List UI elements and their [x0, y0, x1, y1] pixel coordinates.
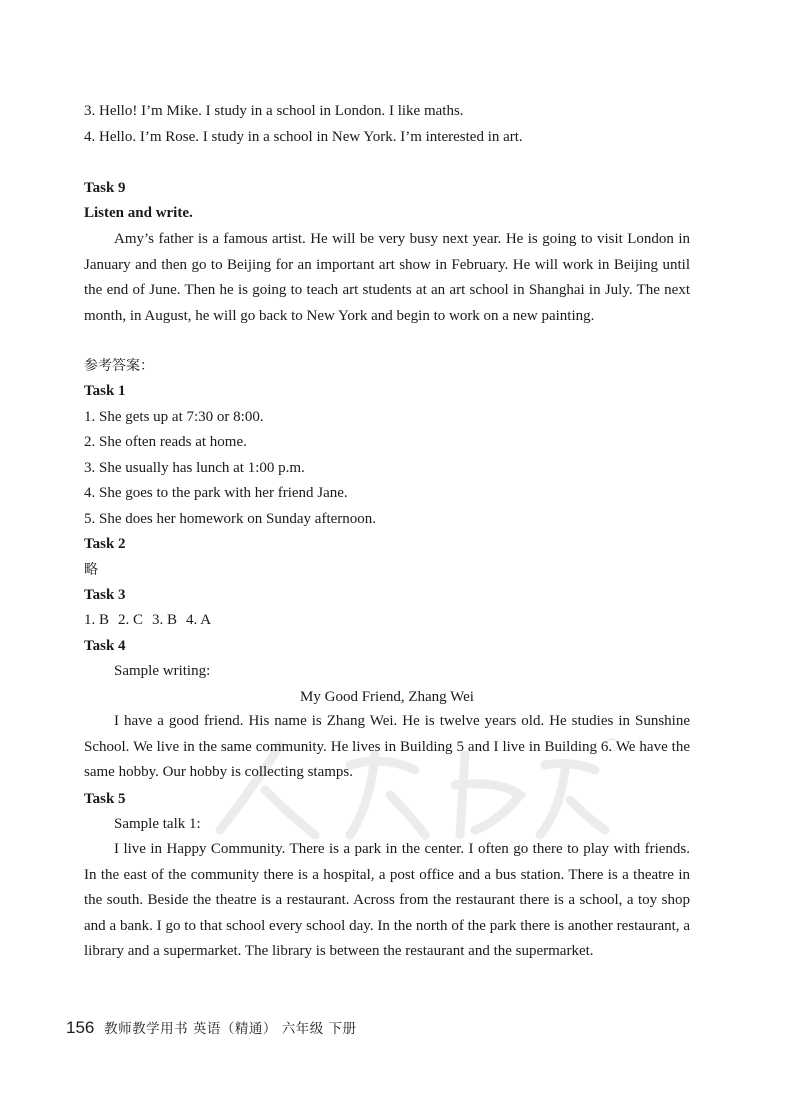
page-footer [66, 1017, 357, 1038]
task9-paragraph [84, 227, 690, 329]
answers-title: 参考答案： [84, 358, 154, 374]
task3-answer-3: 3. B [152, 612, 178, 628]
task1-answer-3: 3. She usually has lunch at 1:00 p.m. [84, 460, 305, 476]
task5-paragraph [84, 837, 690, 965]
task2-heading: Task 2 [84, 536, 126, 552]
task9-heading: Task 9 [84, 180, 126, 196]
task1-answer-2: 2. She often reads at home. [84, 434, 247, 450]
task1-heading: Task 1 [84, 383, 126, 399]
task5-heading: Task 5 [84, 791, 126, 807]
task9-paragraph-text: Amy’s father is a famous artist. He will be very busy next year. He is going to visit London in January and then go to Beijing for an important art show in February. He will work in Beijing until the end of June. Then he is going to teach art students at an art school in Shanghai in July. The next month, in August, he will go back to New York and begin to work on a new painting. [84, 231, 690, 324]
task4-paragraph-text: I have a good friend. His name is Zhang Wei. He is twelve years old. He studies in Sunshine School. We live in the same community. He lives in Building 5 and I live in Building 6. We have the same hobby. Our hobby is collecting stamps. [84, 713, 690, 780]
task9-subheading: Listen and write. [84, 205, 193, 221]
task4-essay-title: My Good Friend, Zhang Wei [300, 689, 474, 705]
task3-answer-1: 1. B [84, 612, 110, 628]
task5-label: Sample talk 1: [114, 816, 201, 832]
task5-paragraph-text: I live in Happy Community. There is a park in the center. I often go there to play with friends. In the east of the community there is a hospital, a post office and a bus station. There is a theatre in the south. Beside the theatre is a restaurant. Across from the restaurant there is a school, a toy shop and a bank. I go to that school every school day. In the north of the park there is another restaurant, a library and a supermarket. The library is between the restaurant and the supermarket. [84, 841, 690, 959]
task3-answers [84, 610, 220, 630]
task3-heading: Task 3 [84, 587, 126, 603]
intro-line-3: 3. Hello! I’m Mike. I study in a school in London. I like maths. [84, 103, 464, 119]
task1-answer-1: 1. She gets up at 7:30 or 8:00. [84, 409, 264, 425]
task4-label: Sample writing: [114, 663, 211, 679]
task1-answer-5: 5. She does her homework on Sunday afternoon. [84, 511, 377, 527]
task4-paragraph [84, 709, 690, 786]
task1-answer-4: 4. She goes to the park with her friend Jane. [84, 485, 348, 501]
book-title: 教师教学用书 英语（精通） 六年级 下册 [104, 1021, 357, 1037]
task3-answer-4: 4. A [186, 612, 212, 628]
task4-heading: Task 4 [84, 638, 126, 654]
intro-line-4: 4. Hello. I’m Rose. I study in a school in New York. I’m interested in art. [84, 129, 523, 145]
task2-text: 略 [84, 562, 98, 578]
task3-answer-2: 2. C [118, 612, 144, 628]
page-number: 156 [66, 1018, 95, 1037]
